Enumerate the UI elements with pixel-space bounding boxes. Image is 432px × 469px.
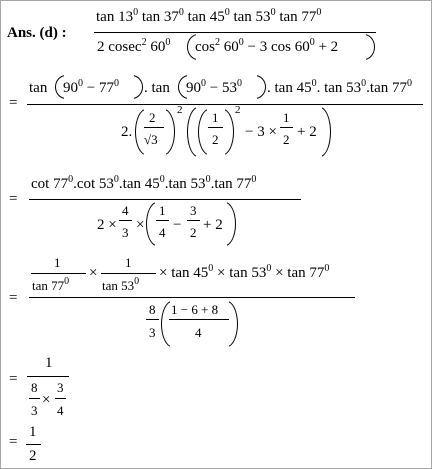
text: 2 × [97,217,117,233]
text: 2 [177,104,183,116]
rule [101,273,156,274]
text: $\tan 53^0$ [102,276,140,293]
text: $\tan 77^0$ [32,276,70,293]
paren [135,109,144,155]
text: × [89,265,98,281]
rule [187,220,200,221]
step3-fraction-bar [29,297,355,298]
text: 2 [149,110,156,125]
step2-numerator: $\cot 77^0.\cot$ $53^0.\tan$ $45^0.\tan$ $53^0.\tan$ $77^0$ [31,174,257,192]
text: 4 [159,225,166,240]
step1-fraction-bar [27,104,423,105]
step1-numerator-c: . tan [144,80,170,96]
step5-denominator: 2 [29,448,37,464]
step0-denominator-inner: $\cos^2 60^0 - 3$ $\cos 60^0 + 2$ [195,37,339,55]
step5-numerator: 1 [29,424,37,440]
text: 8 [31,380,38,395]
step2-fraction-bar [29,199,301,200]
paren [257,75,266,99]
text: 4 [195,325,202,340]
equals-sign: = [9,95,18,111]
text: 3 [57,380,64,395]
rule [31,273,86,274]
paren [161,301,170,347]
text: 3 [31,403,38,418]
text: 3 [122,225,129,240]
text: × [42,392,51,408]
step0-numerator: $\tan 13^0$ $\tan 37^0$ $\tan 45^0$ $\tan 53^0$ $\tan 77^0$ [96,7,322,25]
equals-sign: = [9,290,18,306]
text: 8 [149,302,156,317]
rule [29,398,40,399]
step1-numerator-d: $90^0 - 53^0$ [186,78,242,96]
text: 1 [159,203,166,218]
rule [208,127,223,128]
step1-den-2: 2. [121,124,133,140]
paren [198,109,207,155]
answer-label: Ans. (d) : [7,25,67,41]
text: 1 [212,110,219,125]
rule [146,319,159,320]
text: √3 [144,132,158,147]
step1-numerator-a: tan [29,80,48,96]
text: 2 [212,132,219,147]
step5-fraction-bar [26,444,41,445]
rule [156,220,169,221]
text: 1 − 6 + 8 [171,302,219,317]
step0-rparen [366,34,375,60]
text: 4 [122,203,129,218]
rule [144,127,164,128]
equals-sign: = [9,371,18,387]
text: − 3 × [245,124,277,140]
text: 3 [149,325,156,340]
text: 1 [45,355,53,371]
step1-numerator-b: $90^0 - 77^0$ [63,78,119,96]
rule [169,319,229,320]
text: × [136,217,145,233]
step0-denominator: 2 cosec$^2$ $60^0$ [97,37,171,55]
paren [229,301,238,347]
text: 4 [57,403,64,418]
step1-numerator-e: . $\tan 45^0$. $\tan 53^0.\tan$ $77^0$ [267,78,412,96]
rule [27,376,69,377]
paren [225,109,234,155]
equals-sign: = [9,434,18,450]
paren [146,202,155,246]
text: 2 [190,225,197,240]
text: 1 [283,110,290,125]
text: + 2 [297,124,317,140]
rule [119,220,132,221]
paren [227,202,236,246]
rule [280,127,293,128]
paren [166,109,175,155]
text: 3 [190,203,197,218]
step0-fraction-bar [94,32,376,33]
text: − [173,217,182,233]
text: 2 [283,132,290,147]
text: 1 [125,255,132,270]
paren [322,107,331,157]
text: 1 [54,255,61,270]
rule [55,398,66,399]
paren [187,107,196,157]
equals-sign: = [9,191,18,207]
text: 2 [235,104,241,116]
text: × $\tan 45^0 \times \tan 53^0 \times \tan 77^0$ [159,263,330,281]
paren [134,75,143,99]
text: + 2 [203,217,223,233]
